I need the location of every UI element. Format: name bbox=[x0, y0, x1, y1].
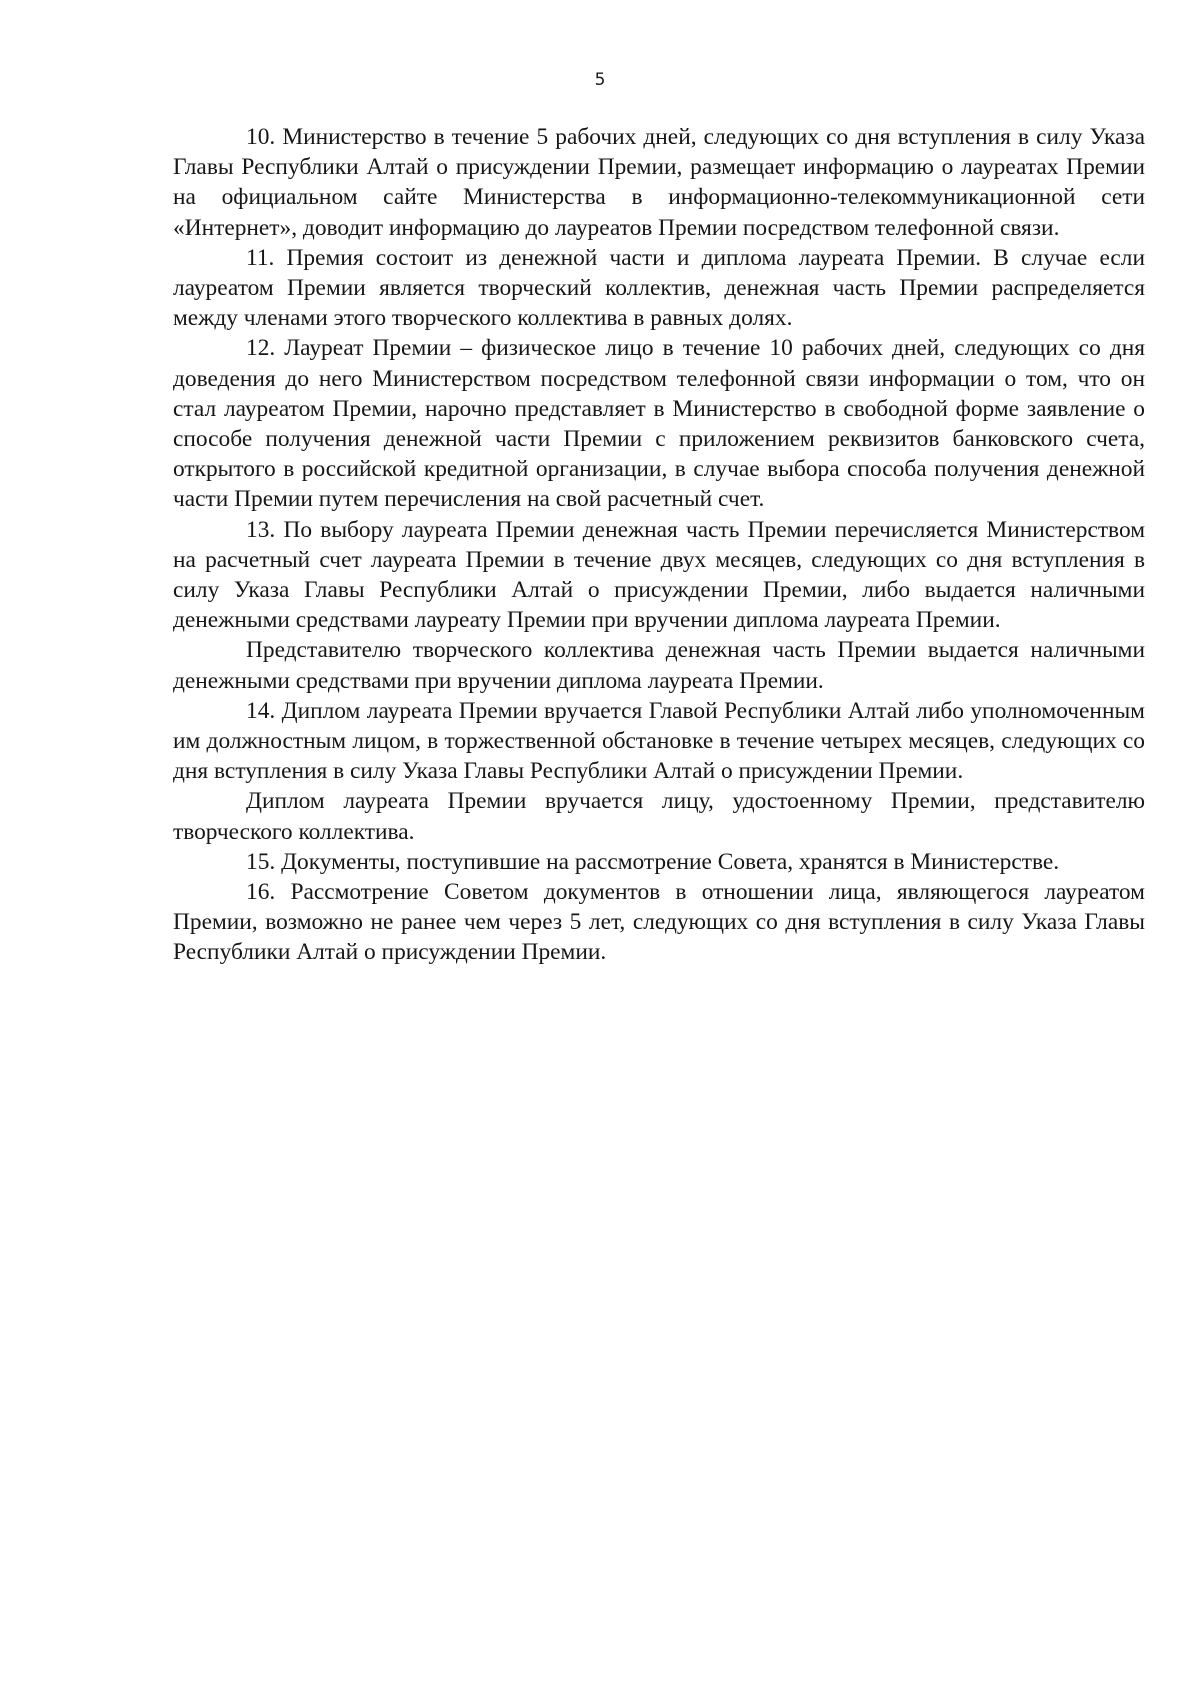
paragraph-13-continued: Представителю творческого коллектива денежная часть Премии выдается наличными денежными средствами при вручении диплома лауреата Премии. bbox=[173, 637, 1145, 694]
paragraph-10: 10. Министерство в течение 5 рабочих дней, следующих со дня вступления в силу Указа Главы Республики Алтай о присуждении Премии, размещает информацию о лауреатах Премии на официальном сайте Министерства в информационно-телекоммуникационной сети «Интернет», доводит информацию до лауреатов Премии посредством телефонной связи. bbox=[173, 124, 1145, 241]
paragraph-13: 13. По выбору лауреата Премии денежная часть Премии перечисляется Министерством на расчетный счет лауреата Премии в течение двух месяцев, следующих со дня вступления в силу Указа Главы Республики Алтай о присуждении Премии, либо выдается наличными денежными средствами лауреату Премии при вручении диплома лауреата Премии. bbox=[173, 516, 1145, 634]
paragraph-15: 15. Документы, поступившие на рассмотрение Совета, хранятся в Министерстве. bbox=[246, 848, 1060, 875]
paragraph-16: 16. Рассмотрение Советом документов в отношении лица, являющегося лауреатом Премии, возможно не ранее чем через 5 лет, следующих со дня вступления в силу Указа Главы Республики Алтай о присуждении Премии. bbox=[173, 879, 1145, 966]
paragraph-14-continued: Диплом лауреата Премии вручается лицу, удостоенному Премии, представителю творческого коллектива. bbox=[173, 788, 1145, 845]
paragraph-11: 11. Премия состоит из денежной части и диплома лауреата Премии. В случае если лауреатом Премии является творческий коллектив, денежная часть Премии распределяется между членами этого творческого коллектива в равных долях. bbox=[173, 244, 1145, 332]
paragraph-12: 12. Лауреат Премии – физическое лицо в течение 10 рабочих дней, следующих со дня доведения до него Министерством посредством телефонной связи информации о том, что он стал лауреатом Премии, нарочно представляет в Министерство в свободной форме заявление о способе получения денежной части Премии с приложением реквизитов банковского счета, открытого в российской кредитной организации, в случае выбора способа получения денежной части Премии путем перечисления на свой расчетный счет. bbox=[173, 335, 1145, 513]
document-body bbox=[173, 122, 1145, 968]
paragraph-14: 14. Диплом лауреата Премии вручается Главой Республики Алтай либо уполномоченным им должностным лицом, в торжественной обстановке в течение четырех месяцев, следующих со дня вступления в силу Указа Главы Республики Алтай о присуждении Премии. bbox=[173, 697, 1145, 785]
page-number: 5 bbox=[594, 70, 606, 90]
